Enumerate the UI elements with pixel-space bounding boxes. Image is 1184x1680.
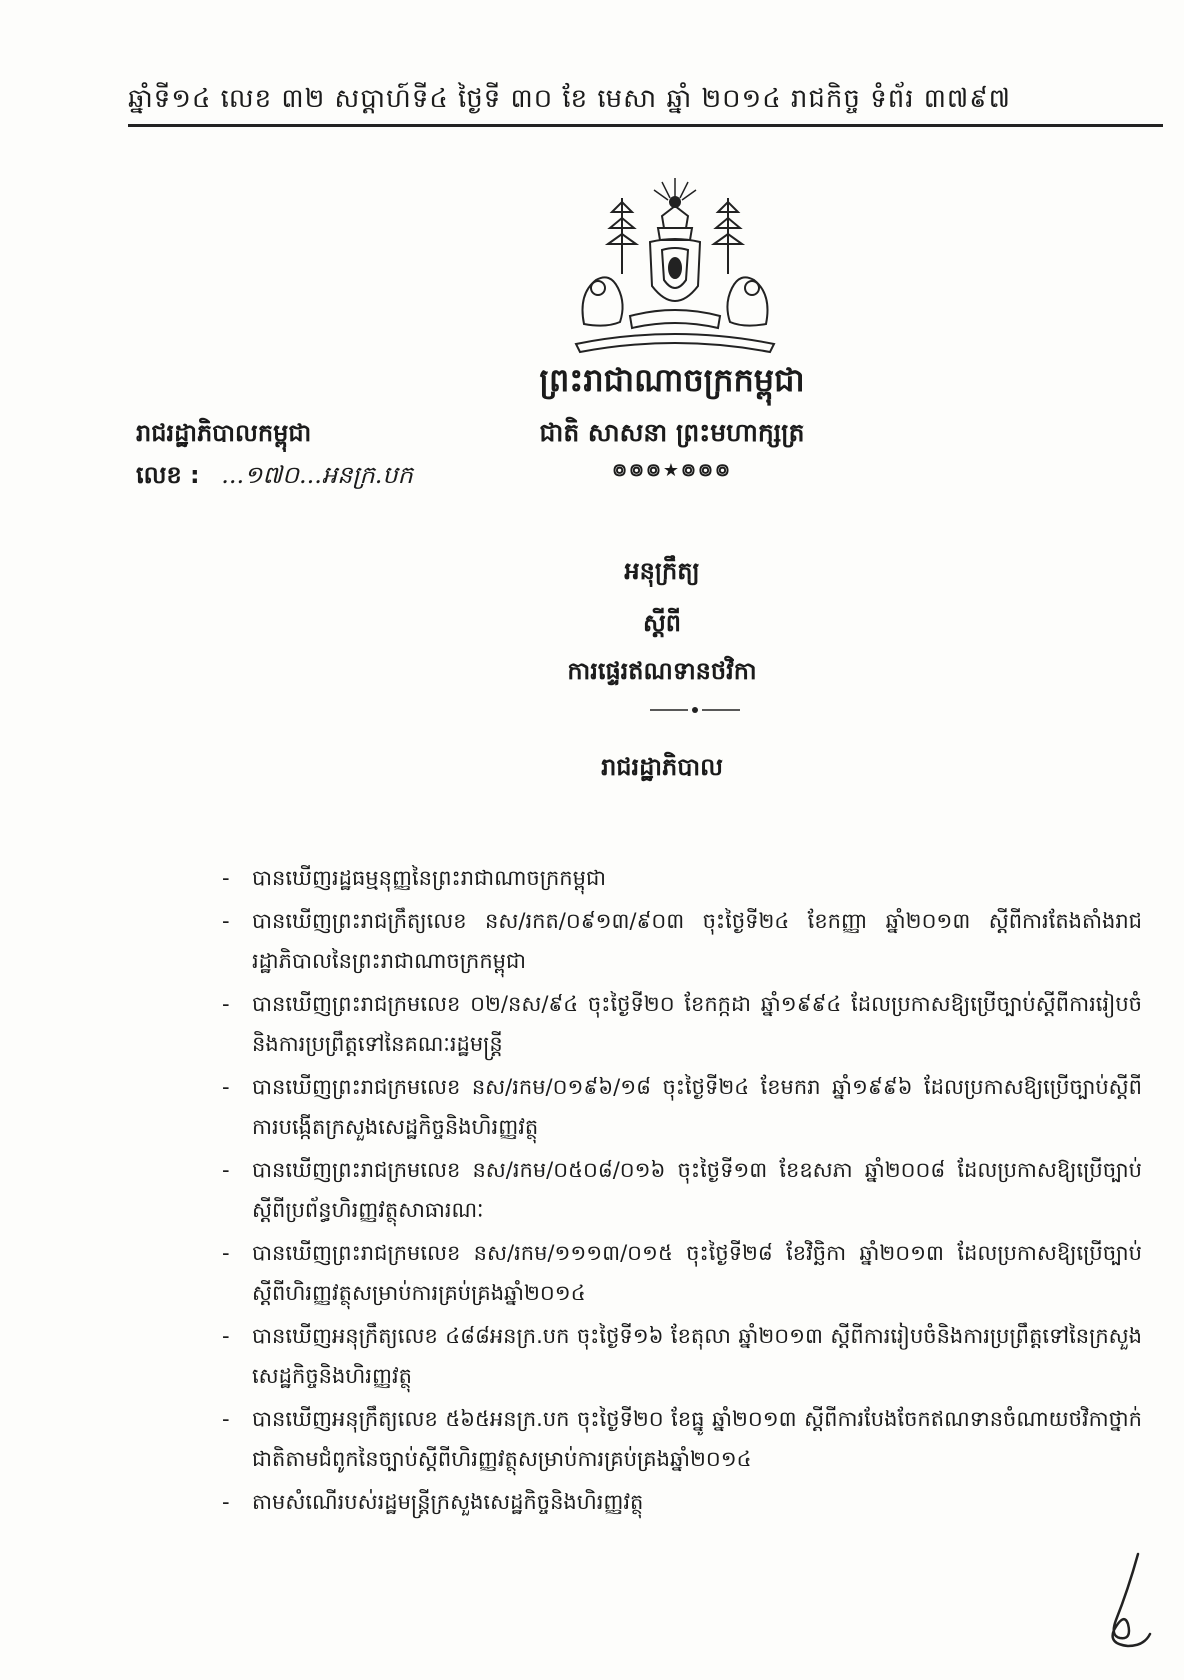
about-label: ស្តីពី [642, 609, 682, 637]
list-item: - បានឃើញអនុក្រឹត្យលេខ ៥៦៥អនក្រ.បក ចុះថ្ងៃទី២០ ខែធ្នូ ឆ្នាំ២០១៣ ស្តីពីការបែងចែកឥណទានចំណាយថវិកាថ្នាក់ជាតិតាមជំពូកនៃច្បាប់ស្តីពីហិរញ្ញវត្ថុសម្រាប់ការគ្រប់គ្រងឆ្នាំ២០១៤ [222, 1407, 1142, 1471]
gazette-header: ឆ្នាំទី១៤ លេខ ៣២ សប្តាហ៍ទី៤ ថ្ងៃទី ៣០ ខែ មេសា ឆ្នាំ ២០១៤ រាជកិច្ច ទំព័រ ៣៧៩៧ [128, 84, 1011, 114]
list-item: - បានឃើញព្រះរាជក្រមលេខ នស/រកម/១១១៣/០១៥ ចុះថ្ងៃទី២៨ ខែវិច្ឆិកា ឆ្នាំ២០១៣ ដែលប្រកាសឱ្យប្រើច្បាប់ស្តីពីហិរញ្ញវត្ថុសម្រាប់ការគ្រប់គ្រងឆ្នាំ២០១៤ [222, 1241, 1142, 1305]
header-rule [128, 124, 1163, 127]
list-item: - បានឃើញព្រះរាជក្រមលេខ នស/រកម/០១៩៦/១៨ ចុះថ្ងៃទី២៤ ខែមករា ឆ្នាំ១៩៩៦ ដែលប្រកាសឱ្យប្រើច្បាប់ស្តីពីការបង្កើតក្រសួងសេដ្ឋកិច្ចនិងហិរញ្ញវត្ថុ [222, 1075, 1142, 1139]
reference-label: លេខ : [136, 461, 200, 489]
motto-ornament: ៙៙៙★៙៙៙ [612, 460, 732, 481]
document-subject: ការផ្ទេរឥណទានថវិកា [567, 657, 757, 685]
list-item: - បានឃើញរដ្ឋធម្មនុញ្ញនៃព្រះរាជាណាចក្រកម្ពុជា [222, 866, 606, 890]
kingdom-name: ព្រះរាជាណាចក្រកម្ពុជា [539, 361, 805, 399]
list-item: - បានឃើញព្រះរាជក្រមលេខ នស/រកម/០៥០៨/០១៦ ចុះថ្ងៃទី១៣ ខែឧសភា ឆ្នាំ២០០៨ ដែលប្រកាសឱ្យប្រើច្បាប់ស្តីពីប្រព័ន្ធហិរញ្ញវត្ថុសាធារណៈ [222, 1158, 1142, 1222]
national-motto: ជាតិ សាសនា ព្រះមហាក្សត្រ [539, 418, 805, 447]
list-item: - បានឃើញព្រះរាជក្រមលេខ ០២/នស/៩៤ ចុះថ្ងៃទី២០ ខែកក្កដា ឆ្នាំ១៩៩៤ ដែលប្រកាសឱ្យប្រើច្បាប់ស្តីពីការរៀបចំនិងការប្រព្រឹត្តទៅនៃគណៈរដ្ឋមន្ត្រី [222, 992, 1142, 1056]
document-type: អនុក្រឹត្យ [624, 557, 700, 585]
reference-number [136, 460, 413, 495]
royal-coat-of-arms-emblem [570, 176, 780, 356]
list-item: - បានឃើញអនុក្រឹត្យលេខ ៤៨៨អនក្រ.បក ចុះថ្ងៃទី១៦ ខែតុលា ឆ្នាំ២០១៣ ស្តីពីការរៀបចំនិងការប្រព្រឹត្តទៅនៃក្រសួងសេដ្ឋកិច្ចនិងហិរញ្ញវត្ថុ [222, 1324, 1142, 1388]
enacting-authority: រាជរដ្ឋាភិបាល [601, 753, 723, 781]
initial-signature-mark [1098, 1550, 1158, 1650]
list-item: - តាមសំណើរបស់រដ្ឋមន្ត្រីក្រសួងសេដ្ឋកិច្ចនិងហិរញ្ញវត្ថុ [222, 1490, 644, 1514]
considerations-list [222, 858, 1142, 1525]
reference-value: ...១៧០...អនក្រ.បក [221, 461, 413, 489]
issuer-name: រាជរដ្ឋាភិបាលកម្ពុជា [136, 419, 312, 447]
title-divider-ornament [650, 706, 740, 714]
list-item: - បានឃើញព្រះរាជក្រឹត្យលេខ នស/រកត/០៩១៣/៩០៣ ចុះថ្ងៃទី២៤ ខែកញ្ញា ឆ្នាំ២០១៣ ស្តីពីការតែងតាំងរាជរដ្ឋាភិបាលនៃព្រះរាជាណាចក្រកម្ពុជា [222, 909, 1142, 973]
